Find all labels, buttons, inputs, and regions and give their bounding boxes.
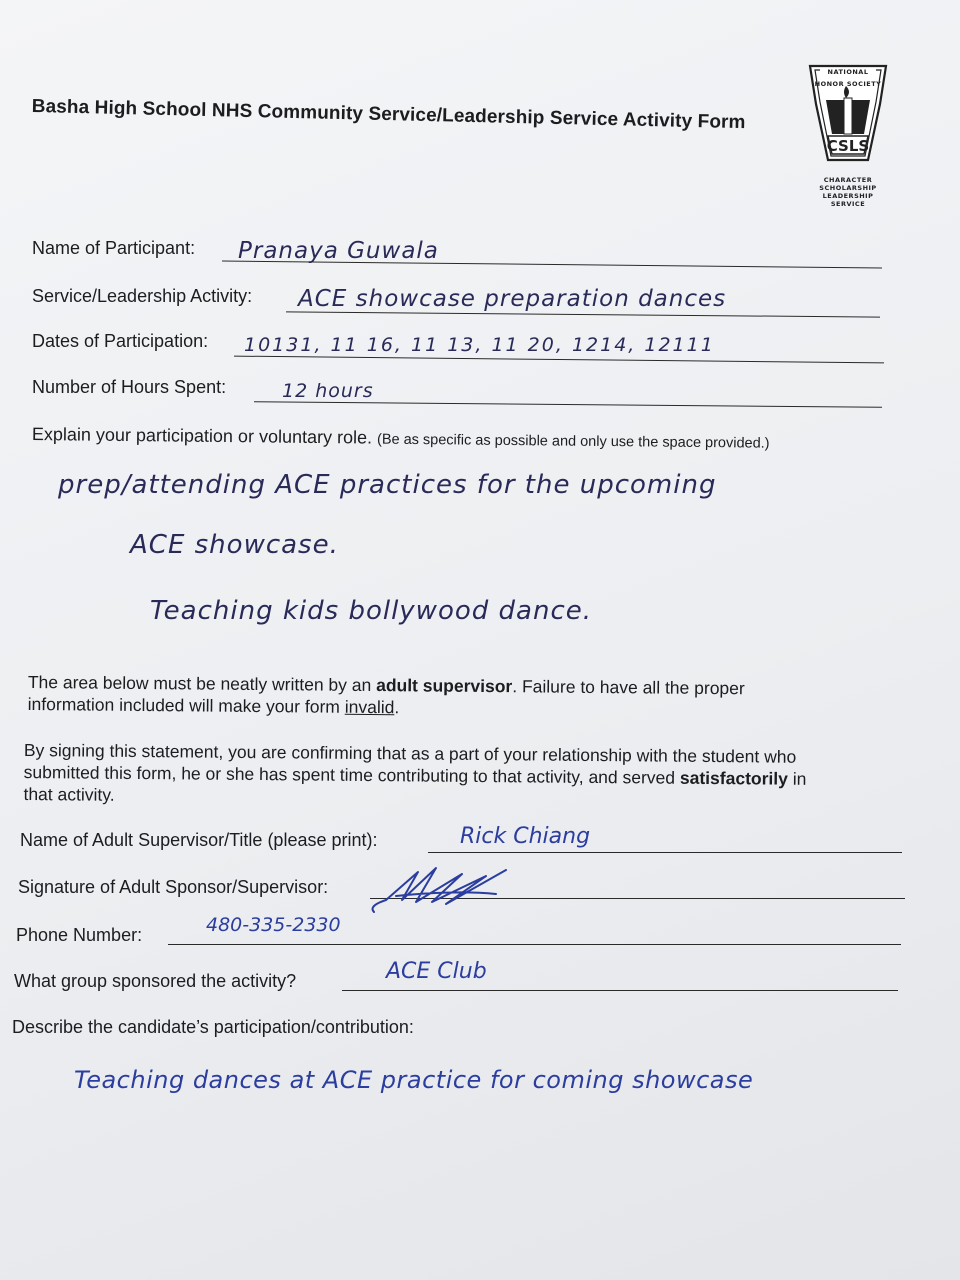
nhs-logo	[806, 64, 890, 214]
participant-name-label: Name of Participant:	[32, 238, 196, 258]
explain-line-2[interactable]: ACE showcase.	[130, 530, 339, 560]
explain-line-1[interactable]: prep/attending ACE practices for the upcoming	[58, 470, 717, 500]
signature-scribble-icon[interactable]	[366, 860, 526, 920]
signature-label: Signature of Adult Sponsor/Supervisor:	[18, 877, 329, 897]
logo-top-text-1: NATIONAL	[827, 68, 869, 76]
logo-bottom-text-2: SCHOLARSHIP	[819, 184, 877, 192]
dates-line	[234, 356, 884, 364]
activity-label: Service/Leadership Activity:	[32, 286, 253, 306]
describe-value[interactable]: Teaching dances at ACE practice for coming showcase	[74, 1066, 754, 1094]
supervisor-name-value[interactable]: Rick Chiang	[460, 824, 591, 849]
phone-label: Phone Number:	[16, 925, 143, 945]
supervisor-notice-2: By signing this statement, you are confirming that as a part of your relationship with the student who submitted this form, he or she has spent time contributing to that activity, and served satisfactorily in that activity.	[23, 739, 807, 805]
supervisor-name-line	[428, 852, 902, 853]
phone-value[interactable]: 480-335-2330	[206, 914, 341, 936]
activity-value[interactable]: ACE showcase preparation dances	[298, 286, 727, 312]
phone-line	[168, 944, 901, 945]
hours-line	[254, 401, 882, 407]
describe-label: Describe the candidate’s participation/contribution:	[12, 1017, 414, 1037]
participant-name-value[interactable]: Pranaya Guwala	[238, 238, 439, 264]
supervisor-notice-1: The area below must be neatly written by an adult supervisor. Failure to have all the proper information included will make your form invalid.	[27, 671, 745, 718]
hours-label: Number of Hours Spent:	[32, 377, 227, 397]
hours-value[interactable]: 12 hours	[282, 380, 374, 402]
logo-bottom-text-4: SERVICE	[830, 200, 866, 208]
form-title: Basha High School NHS Community Service/Leadership Service Activity Form	[31, 96, 746, 134]
group-value[interactable]: ACE Club	[386, 959, 487, 984]
explain-line-3[interactable]: Teaching kids bollywood dance.	[150, 596, 593, 626]
dates-label: Dates of Participation:	[32, 331, 209, 351]
logo-bottom-text-3: LEADERSHIP	[822, 192, 874, 200]
explain-note: (Be as specific as possible and only use the space provided.)	[376, 431, 770, 452]
group-label: What group sponsored the activity?	[14, 971, 297, 991]
dates-value[interactable]: 10131, 11 16, 11 13, 11 20, 1214, 12111	[244, 334, 715, 356]
supervisor-name-label: Name of Adult Supervisor/Title (please print):	[20, 830, 378, 850]
logo-top-text-2: HONOR SOCIETY	[814, 80, 882, 88]
explain-label: Explain your participation or voluntary role.	[31, 424, 373, 448]
logo-bottom-text-1: CHARACTER	[823, 176, 873, 184]
explain-label-row	[32, 424, 770, 453]
group-line	[342, 990, 898, 991]
activity-line	[286, 311, 880, 317]
svg-text:CSLS: CSLS	[826, 137, 870, 155]
